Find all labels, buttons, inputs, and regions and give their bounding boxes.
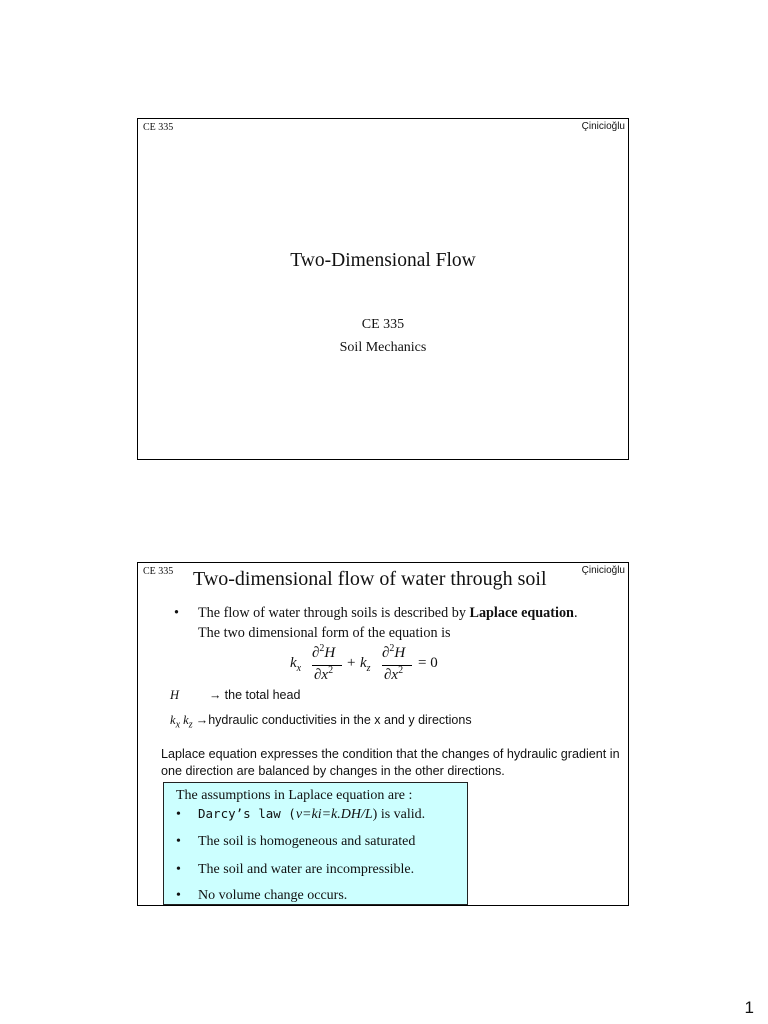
variable-k-definition: $k_x$ $k_z$ →hydraulic conductivities in the x and y directions (170, 713, 472, 731)
fraction-denominator: $\partial x^2$ (384, 665, 404, 683)
page-number: 1 (744, 998, 754, 1017)
assumption-item: • The soil is homogeneous and saturated (176, 834, 416, 849)
assumptions-box (163, 782, 468, 905)
assumption-item: • No volume change occurs. (176, 888, 348, 903)
equals-zero: = 0 (418, 655, 438, 671)
plus-sign: + (347, 655, 356, 671)
intro-text: The flow of water through soils is described by Laplace equation. The two dimensional form of the equation is (198, 605, 578, 641)
assumption-item: • The soil and water are incompressible. (176, 862, 415, 877)
fraction-numerator: ∂$^2$H (312, 643, 336, 661)
laplace-term: Laplace equation (469, 605, 574, 621)
intro-bullet (174, 603, 594, 643)
author-tag: Çinicioğlu (581, 121, 625, 132)
fraction-numerator: ∂$^2$H (382, 643, 406, 661)
slide-title: Two-dimensional flow of water through soil (193, 568, 547, 590)
kx-term: $k_x$ (290, 655, 302, 674)
bullet-dot: • (174, 605, 179, 621)
content-slide (137, 562, 629, 906)
slide-title: Two-Dimensional Flow (290, 250, 476, 271)
assumption-item: • Darcy’s law (v=ki=k.DH/L) is valid. (176, 806, 426, 822)
assumptions-heading: The assumptions in Laplace equation are : (176, 788, 413, 803)
course-tag: CE 335 (143, 566, 174, 577)
author-tag: Çinicioğlu (581, 565, 625, 576)
course-subject: Soil Mechanics (339, 340, 427, 355)
kz-term: $k_z$ (360, 655, 371, 674)
variable-h-definition: H → the total head (170, 688, 301, 702)
course-code: CE 335 (361, 317, 405, 332)
fraction-denominator: $\partial x^2$ (314, 665, 334, 683)
laplace-explanation: Laplace equation expresses the condition that the changes of hydraulic gradient in one direction are balanced by changes in the other directions. (161, 747, 620, 778)
course-tag: CE 335 (143, 122, 174, 133)
title-slide (137, 118, 629, 460)
